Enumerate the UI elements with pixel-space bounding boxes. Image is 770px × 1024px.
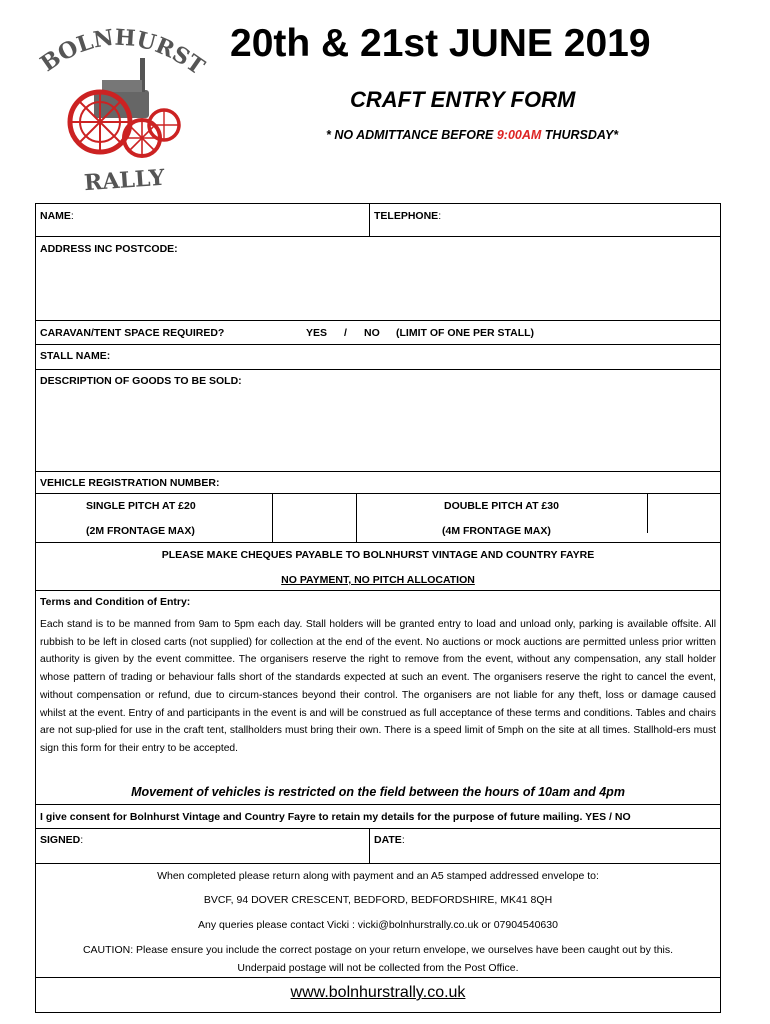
- divider: [36, 804, 720, 805]
- stall-name-field[interactable]: STALL NAME:: [40, 350, 111, 362]
- admittance-notice: [326, 128, 618, 142]
- name-label: NAME: [40, 210, 71, 222]
- divider: [356, 493, 357, 542]
- divider: [36, 828, 720, 829]
- movement-notice: Movement of vehicles is restricted on the field between the hours of 10am and 4pm: [131, 785, 625, 799]
- description-field[interactable]: DESCRIPTION OF GOODS TO BE SOLD:: [40, 375, 242, 387]
- double-pitch-checkbox[interactable]: [648, 494, 720, 534]
- notice-pre: * NO ADMITTANCE BEFORE: [326, 128, 497, 142]
- return-instructions: When completed please return along with payment and an A5 stamped addressed envelope to:: [157, 870, 599, 882]
- return-address: BVCF, 94 DOVER CRESCENT, BEDFORD, BEDFORDSHIRE, MK41 8QH: [203, 894, 553, 906]
- single-pitch-label: SINGLE PITCH AT £20: [86, 500, 196, 512]
- terms-heading: Terms and Condition of Entry:: [40, 596, 191, 608]
- telephone-label: TELEPHONE: [374, 210, 439, 222]
- divider: [36, 320, 720, 321]
- caravan-no-option[interactable]: NO: [364, 327, 380, 339]
- divider: [36, 344, 720, 345]
- terms-body: Each stand is to be manned from 9am to 5pm each day. Stall holders will be granted entry to load and unload only, parking is available offsite. All rubbish to be left in closed carts (not supplied) for collection at the end of the event. No auctions or mock auctions are permitted unless prior written authority is given by the event committee. The organisers reserve the right to remove from the event, without any compensation, any stall holder whose pattern of trading or behaviour falls short of the standards expected at such an event. The organisers reserve the right to cancel the event, without compensation or refund, due to circum-stances beyond their control. The organisers are not liable for any theft, loss or damage caused whilst at the event. Entry of and participants in the event is and will be construed as full acceptance of these terms and conditions. Tables and chairs are not sup-plied for use in the craft tent, stallholders must bring their own. There is a speed limit of 5mph on the site at all times. Stallhold-ers must sign this form for their entry to be accepted.: [40, 619, 716, 754]
- date-field[interactable]: DATE:: [374, 834, 405, 846]
- entry-form: [35, 203, 721, 1013]
- single-pitch-checkbox[interactable]: [273, 494, 355, 542]
- page-title: 20th & 21st JUNE 2019: [230, 22, 651, 65]
- caravan-limit: (LIMIT OF ONE PER STALL): [396, 327, 535, 339]
- double-pitch-label: DOUBLE PITCH AT £30: [444, 500, 559, 512]
- website-link[interactable]: www.bolnhurstrally.co.uk: [290, 984, 466, 1001]
- single-frontage-label: (2M FRONTAGE MAX): [86, 525, 195, 537]
- consent-statement[interactable]: I give consent for Bolnhurst Vintage and Country Fayre to retain my details for the purpose of future mailing. YES / NO: [40, 811, 631, 823]
- divider: [36, 863, 720, 864]
- notice-time: 9:00AM: [496, 128, 542, 142]
- no-payment-notice: NO PAYMENT, NO PITCH ALLOCATION: [281, 574, 475, 586]
- divider: [36, 471, 720, 472]
- double-frontage-label: (4M FRONTAGE MAX): [442, 525, 551, 537]
- date-label: DATE: [374, 834, 402, 846]
- vehicle-registration-field[interactable]: VEHICLE REGISTRATION NUMBER:: [40, 477, 220, 489]
- underpaid-notice: Underpaid postage will not be collected from the Post Office.: [237, 962, 519, 974]
- divider: [369, 828, 370, 863]
- form-subtitle: CRAFT ENTRY FORM: [350, 87, 576, 112]
- divider: [36, 542, 720, 543]
- divider: [36, 493, 720, 494]
- divider: [369, 204, 370, 236]
- tractor-icon: [32, 20, 207, 200]
- bolnhurst-rally-logo: [32, 20, 207, 200]
- svg-text:BOLNHURST: BOLNHURST: [35, 24, 207, 81]
- telephone-field[interactable]: TELEPHONE:: [374, 210, 442, 222]
- caravan-slash: /: [344, 327, 347, 339]
- caution-notice: CAUTION: Please ensure you include the correct postage on your return envelope, we ourselves have been caught out by this.: [82, 944, 674, 956]
- name-field[interactable]: NAME:: [40, 210, 74, 222]
- caravan-yes-option[interactable]: YES: [306, 327, 328, 339]
- divider: [36, 369, 720, 370]
- cheques-notice: PLEASE MAKE CHEQUES PAYABLE TO BOLNHURST VINTAGE AND COUNTRY FAYRE: [161, 549, 595, 561]
- divider: [36, 977, 720, 978]
- logo-rally-text: RALLY: [83, 164, 166, 197]
- divider: [36, 590, 720, 591]
- caravan-label: CARAVAN/TENT SPACE REQUIRED?: [40, 327, 225, 339]
- signed-label: SIGNED: [40, 834, 81, 846]
- divider: [36, 236, 720, 237]
- notice-post: THURSDAY*: [541, 128, 619, 142]
- signed-field[interactable]: SIGNED:: [40, 834, 84, 846]
- address-field[interactable]: ADDRESS INC POSTCODE:: [40, 243, 178, 255]
- queries-contact: Any queries please contact Vicki : vicki@bolnhurstrally.co.uk or 07904540630: [198, 919, 558, 931]
